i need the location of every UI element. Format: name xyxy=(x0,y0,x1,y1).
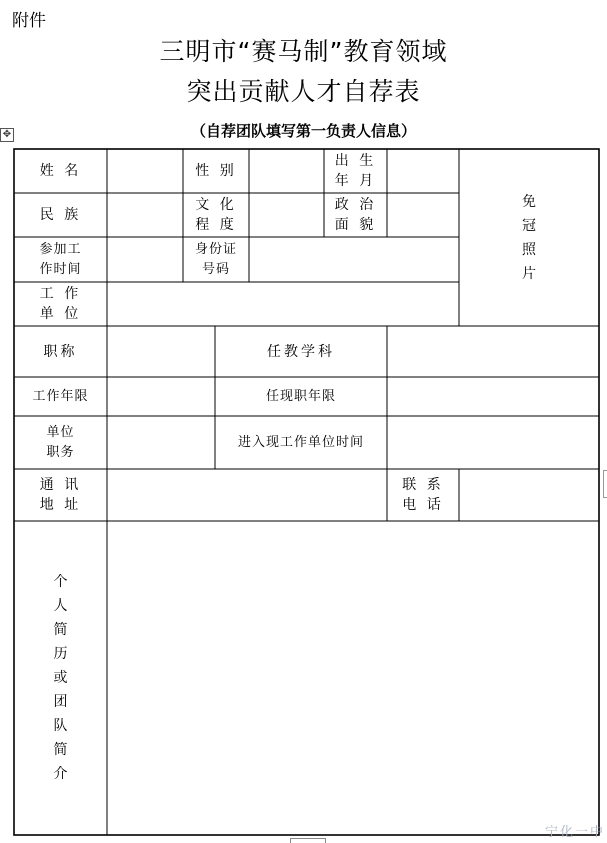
input-title-rank[interactable] xyxy=(107,326,215,377)
input-name[interactable] xyxy=(107,149,183,193)
input-birth-date[interactable] xyxy=(387,149,459,193)
input-resume[interactable] xyxy=(107,521,599,835)
move-cross-icon[interactable]: ✥ xyxy=(0,128,14,142)
label-work-years: 工作年限 xyxy=(32,388,89,404)
input-current-title-years[interactable] xyxy=(387,377,599,416)
label-work-start-date: 参加工 作时间 xyxy=(39,241,82,277)
label-ethnicity: 民 族 xyxy=(39,207,82,223)
table-resize-handle[interactable] xyxy=(603,470,607,498)
input-ethnicity[interactable] xyxy=(107,193,183,237)
label-political-status: 政 治 面 貌 xyxy=(334,197,377,233)
page-title-line2: 突出贡献人才自荐表 xyxy=(186,77,421,106)
input-work-start-date[interactable] xyxy=(107,237,183,282)
label-current-title-years: 任现职年限 xyxy=(265,388,336,404)
input-position[interactable] xyxy=(107,416,215,469)
label-phone: 联 系 电 话 xyxy=(402,477,444,513)
label-join-date: 进入现工作单位时间 xyxy=(237,434,364,450)
input-id-number[interactable] xyxy=(249,237,459,282)
input-political-status[interactable] xyxy=(387,193,459,237)
label-teaching-subject: 任教学科 xyxy=(267,343,335,360)
watermark-text: 宁化一中 xyxy=(544,825,605,840)
photo-placeholder[interactable]: 免 冠 照 片 xyxy=(522,193,536,282)
input-phone[interactable] xyxy=(459,469,599,521)
input-join-date[interactable] xyxy=(387,416,599,469)
label-id-number: 身份证 号码 xyxy=(194,241,237,277)
label-title-rank: 职称 xyxy=(43,343,78,360)
label-position: 单位 职务 xyxy=(46,424,75,460)
ruler-marker xyxy=(290,838,326,843)
input-teaching-subject[interactable] xyxy=(387,326,599,377)
label-education: 文 化 程 度 xyxy=(195,197,237,233)
input-gender[interactable] xyxy=(249,149,324,193)
attachment-label: 附件 xyxy=(12,11,46,31)
label-employer: 工 作 单 位 xyxy=(39,286,82,322)
label-name: 姓 名 xyxy=(39,163,82,179)
page-title-line1: 三明市“赛马制”教育领域 xyxy=(159,37,448,66)
input-education[interactable] xyxy=(249,193,324,237)
input-address[interactable] xyxy=(107,469,387,521)
label-resume: 个 人 简 历 或 团 队 简 介 xyxy=(53,574,68,782)
input-work-years[interactable] xyxy=(107,377,215,416)
label-gender: 性 别 xyxy=(195,163,237,179)
input-employer[interactable] xyxy=(107,282,459,326)
label-birth-date: 出 生 年 月 xyxy=(334,153,377,189)
label-address: 通 讯 地 址 xyxy=(39,477,82,513)
form-subtitle: （自荐团队填写第一负责人信息） xyxy=(190,122,416,140)
